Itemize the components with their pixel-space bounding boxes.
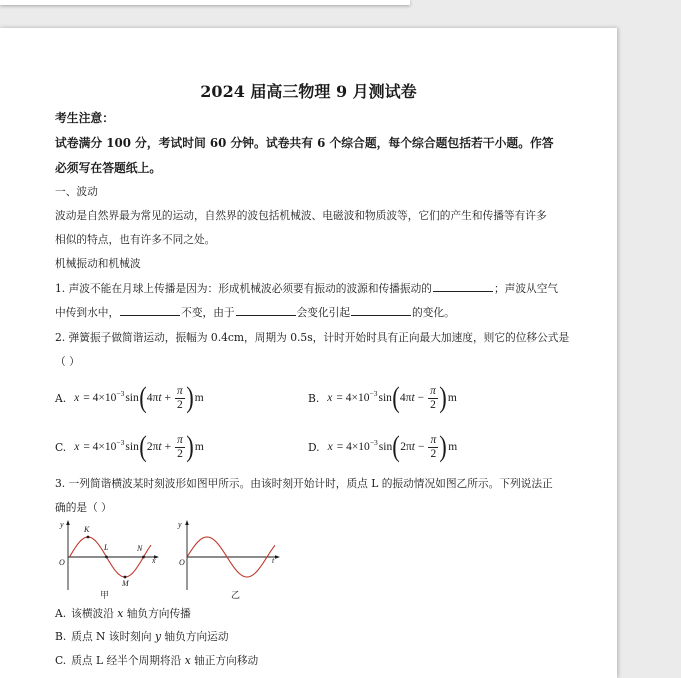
formula-left-paren: ( <box>139 381 147 414</box>
formula-variable: x <box>74 441 80 453</box>
figure-yi <box>177 520 280 600</box>
choice-text: 质点 L 经半个周期将沿 <box>71 654 185 667</box>
formula-arg-coefficient: 2π <box>146 441 159 453</box>
q1-text: 中传到水中， <box>55 306 120 319</box>
choice-text: 轴负方向传播 <box>123 607 191 620</box>
choice-text: 轴负方向运动 <box>160 630 229 643</box>
q2-option-c <box>55 429 204 465</box>
choice-text: 该横波沿 <box>71 607 118 620</box>
page-title: 2024 届高三物理 9 月测试卷 <box>200 82 417 101</box>
formula-left-paren: ( <box>392 381 400 414</box>
formula-left-paren: ( <box>392 430 400 463</box>
x-axis-label: x <box>152 556 156 565</box>
formula <box>74 429 204 465</box>
formula-right-paren: ) <box>186 381 194 414</box>
formula <box>327 380 457 416</box>
point-m-label: M <box>122 579 129 588</box>
formula-right-paren: ) <box>439 430 447 463</box>
choice-text: 轴正方向移动 <box>190 654 259 667</box>
q3-choice-c <box>55 653 258 668</box>
q3-line-2: 确的是（ ） <box>55 501 112 514</box>
fraction-numerator: π <box>430 433 437 446</box>
answer-blank <box>433 281 493 292</box>
y-axis-arrow <box>66 520 70 525</box>
section-intro-line-2: 相似的特点，也有许多不同之处。 <box>55 233 216 246</box>
formula-fraction <box>428 434 438 461</box>
formula-coefficient: = 4×10 <box>336 441 370 453</box>
point-n-label: N <box>137 544 143 553</box>
t-axis-label: t <box>272 556 275 565</box>
formula-right-paren: ) <box>186 430 194 463</box>
fraction-denominator: 2 <box>430 447 437 460</box>
formula-right-paren: ) <box>439 381 447 414</box>
formula-function: sin <box>378 392 392 404</box>
fraction-numerator: π <box>177 433 183 446</box>
q3-choice-a <box>55 606 191 621</box>
q1-text: 不变，由于 <box>181 306 235 319</box>
formula-fraction <box>175 385 185 412</box>
point-m-dot <box>124 576 127 579</box>
t-axis-arrow <box>275 555 280 559</box>
q2-option-a <box>55 380 204 416</box>
q1-line-2 <box>55 305 455 320</box>
formula-coefficient: = 4×10 <box>83 441 117 453</box>
formula-arg-coefficient: 2π <box>400 441 412 453</box>
q1-text: 会变化引起 <box>296 306 351 319</box>
formula-exponent: −3 <box>369 437 378 447</box>
formula-coefficient: = 4×10 <box>83 392 117 404</box>
option-label: A. <box>55 391 67 405</box>
option-label: B. <box>308 391 320 405</box>
formula-fraction <box>175 434 185 461</box>
formula-arg-variable: t <box>158 441 162 453</box>
section-intro-line-1: 波动是自然界最为常见的运动，自然界的波包括机械波、电磁波和物质波等，它们的产生和传播等有许多 <box>55 209 547 222</box>
previous-page-edge <box>0 0 410 5</box>
fraction-numerator: π <box>177 384 183 397</box>
q1-text: 的变化。 <box>412 306 455 319</box>
q2-line-1: 2. 弹簧振子做简谐运动，振幅为 0.4cm，周期为 0.5s，计时开始时具有正向最大加速度，则它的位移公式是 <box>55 331 570 344</box>
formula <box>74 380 204 416</box>
formula-arg-variable: t <box>411 441 415 453</box>
point-n-dot <box>142 556 145 559</box>
formula-unit: m <box>448 441 458 453</box>
formula-variable: x <box>327 441 333 453</box>
q2-option-b <box>308 380 457 416</box>
formula-function: sin <box>378 441 393 453</box>
formula-function: sin <box>125 392 139 404</box>
notice-line-1: 试卷满分 100 分，考试时间 60 分钟。试卷共有 6 个综合题，每个综合题包括若干小题。作答 <box>55 136 554 150</box>
notice-heading: 考生注意： <box>55 111 114 125</box>
fraction-denominator: 2 <box>177 447 183 460</box>
formula-arg-coefficient: 4π <box>399 392 412 404</box>
fraction-denominator: 2 <box>430 398 436 411</box>
document-page <box>0 28 617 678</box>
choice-variable: x <box>117 607 124 620</box>
formula-unit: m <box>447 392 457 404</box>
choice-label: A. <box>55 607 67 620</box>
option-label: D. <box>308 440 320 454</box>
formula-variable: x <box>327 392 333 404</box>
answer-blank <box>351 305 411 316</box>
formula-exponent: −3 <box>116 388 125 398</box>
section-title: 一、波动 <box>55 185 98 198</box>
formula-unit: m <box>194 392 204 404</box>
formula-exponent: −3 <box>116 437 125 447</box>
answer-blank <box>120 305 180 316</box>
formula-fraction <box>428 385 438 412</box>
point-l-label: L <box>104 543 109 552</box>
figure-caption: 乙 <box>231 590 241 600</box>
choice-variable: y <box>154 630 161 643</box>
formula-exponent: −3 <box>369 388 378 398</box>
formula-arg-variable: t <box>158 392 162 404</box>
q3-figures <box>50 515 290 603</box>
origin-label: O <box>179 558 185 567</box>
q1-line-1 <box>55 281 558 296</box>
fraction-numerator: π <box>430 384 436 397</box>
formula-coefficient: = 4×10 <box>336 392 370 404</box>
formula-operator: + <box>164 441 172 453</box>
formula-operator: − <box>417 441 425 453</box>
choice-label: B. <box>55 630 67 643</box>
formula-operator: − <box>417 392 425 404</box>
formula-arg-coefficient: 4π <box>146 392 159 404</box>
formula-left-paren: ( <box>139 430 147 463</box>
point-k-dot <box>87 536 90 539</box>
formula-arg-variable: t <box>411 392 415 404</box>
point-k-label: K <box>84 525 90 534</box>
y-axis-arrow <box>185 520 189 525</box>
formula <box>328 429 458 465</box>
y-axis-label: y <box>178 520 182 529</box>
figure-caption: 甲 <box>100 590 110 600</box>
figure-jia <box>59 520 159 600</box>
fraction-denominator: 2 <box>177 398 183 411</box>
point-l-dot <box>105 556 108 559</box>
q2-answer-bracket: （ ） <box>55 355 80 368</box>
formula-operator: + <box>164 392 172 404</box>
formula-function: sin <box>125 441 139 453</box>
q3-choice-b <box>55 629 229 644</box>
q3-line-1: 3. 一列简谐横波某时刻波形如图甲所示。由该时刻开始计时，质点 L 的振动情况如图乙所示。下列说法正 <box>55 477 553 490</box>
q1-text: 1. 声波不能在月球上传播是因为：形成机械波必须要有振动的波源和传播振动的 <box>55 282 432 295</box>
section-subheading: 机械振动和机械波 <box>55 257 141 270</box>
choice-variable: x <box>184 654 191 667</box>
formula-variable: x <box>74 392 80 404</box>
q1-text: ；声波从空气 <box>493 282 559 295</box>
answer-blank <box>236 305 296 316</box>
choice-text: 质点 N 该时刻向 <box>71 630 155 643</box>
notice-line-2: 必须写在答题纸上。 <box>55 161 162 175</box>
origin-label: O <box>59 558 65 567</box>
formula-unit: m <box>194 441 204 453</box>
option-label: C. <box>55 440 67 454</box>
q2-option-d <box>308 429 457 465</box>
y-axis-label: y <box>60 520 64 529</box>
choice-label: C. <box>55 654 67 667</box>
